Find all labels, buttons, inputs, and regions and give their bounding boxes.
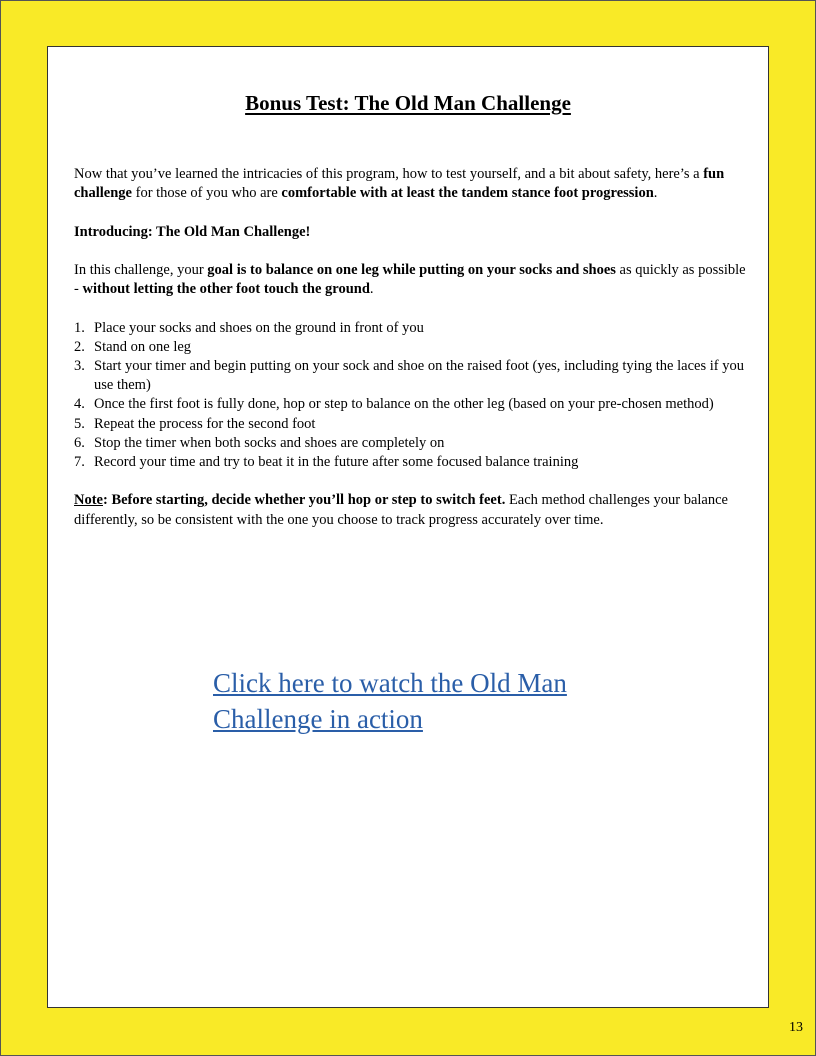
intro-text-1: Now that you’ve learned the intricacies of this program, how to test yourself, and a bit about safety, here’s a <box>74 166 704 182</box>
step-text: Stand on one leg <box>94 338 192 355</box>
step-number: 7. <box>74 454 85 470</box>
step-number: 3. <box>74 357 85 374</box>
goal-text-3: . <box>369 281 374 298</box>
step-text: Place your socks and shoes on the ground in front of you <box>94 319 424 336</box>
goal-bold-1: goal is to balance on one leg while putting on your socks and shoes <box>207 261 616 278</box>
step-text: Start your timer and begin putting on your sock and shoe on the raised foot (yes, including tying the laces if you use them) <box>94 357 744 394</box>
list-item <box>74 357 746 395</box>
content-panel <box>47 46 769 1008</box>
note-bold: : Before starting, decide whether you’ll hop or step to switch feet. <box>103 492 506 509</box>
step-number: 6. <box>74 434 85 451</box>
intro-bold-2: comfortable with at least the tandem stance foot progression <box>281 185 654 202</box>
introducing-heading <box>74 223 746 242</box>
introducing-text: Introducing: The Old Man Challenge! <box>74 223 311 240</box>
list-item <box>74 415 746 434</box>
list-item <box>74 338 746 357</box>
goal-bold-2: without letting the other foot touch the ground <box>82 281 370 298</box>
intro-text-2: for those of you who are <box>132 185 282 202</box>
list-item <box>74 453 746 472</box>
step-text: Once the first foot is fully done, hop or step to balance on the other leg (based on your pre-chosen method) <box>94 396 714 413</box>
note-paragraph <box>74 491 746 529</box>
intro-paragraph <box>74 165 746 203</box>
list-item <box>74 434 746 453</box>
note-text: Each method challenges your balance differently, so be consistent with the one you choose to track progress accurately over time. <box>74 492 728 528</box>
intro-text-3: . <box>653 185 658 202</box>
list-item <box>74 319 746 338</box>
step-text: Repeat the process for the second foot <box>94 415 316 432</box>
watch-video-link[interactable]: Click here to watch the Old Man Challenge in action <box>213 668 567 734</box>
note-label: Note <box>74 492 103 509</box>
list-item <box>74 395 746 414</box>
page-title: Bonus Test: The Old Man Challenge <box>245 91 571 115</box>
goal-text-1: In this challenge, your <box>74 261 208 278</box>
goal-paragraph <box>74 261 746 299</box>
goal-text-2: as quickly as possible - <box>74 261 746 298</box>
step-text: Record your time and try to beat it in the future after some focused balance training <box>94 454 579 470</box>
page-number: 13 <box>789 1020 803 1035</box>
step-number: 4. <box>74 396 85 413</box>
step-text: Stop the timer when both socks and shoes are completely on <box>94 434 445 451</box>
step-number: 1. <box>74 319 85 336</box>
intro-bold-1: fun challenge <box>74 166 725 202</box>
body-text <box>74 165 746 549</box>
step-number: 5. <box>74 415 85 432</box>
step-number: 2. <box>74 338 85 355</box>
steps-list <box>74 319 746 473</box>
